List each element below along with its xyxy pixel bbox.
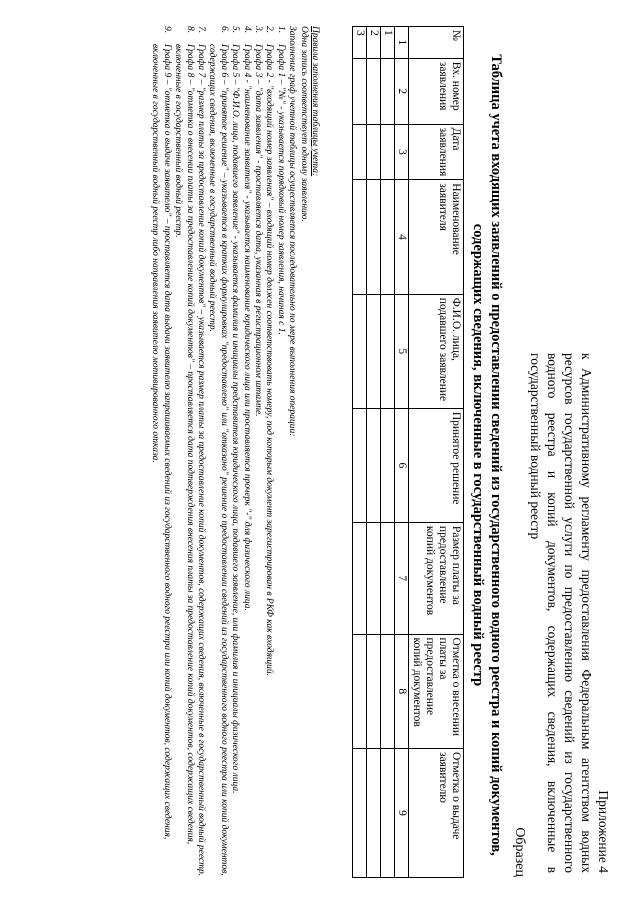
rule-text: Графа 7 – "размер платы за предоставление копий документов" – указывается размер платы за предоставление копий документов, содержащих сведения, включенные в государственный водный реестр.: [195, 44, 206, 877]
table-cell: [367, 522, 381, 634]
table-cell: [367, 408, 381, 522]
rule-number: 7.: [195, 26, 206, 34]
rule-item: [229, 26, 240, 886]
table-cell: [353, 58, 367, 124]
header-cell: Отметка о внесении платы за предоставление копий документов: [409, 634, 464, 749]
table-cell: [367, 294, 381, 408]
rule-number: 8.: [184, 26, 195, 34]
column-number: 8: [395, 634, 409, 749]
table-cell: [353, 180, 367, 294]
sample-label: Образец: [512, 827, 527, 877]
column-number: 4: [395, 180, 409, 294]
header-cell: Принятое решение: [409, 408, 464, 522]
table-row: [381, 27, 395, 878]
table-title: Таблица учета входящих заявлений о предоставлении сведений из государственного водного реестра и копий документов, содержащих сведения, включенные в государственный водный реестр: [470, 54, 504, 856]
table-cell: [367, 180, 381, 294]
table-cell: [381, 58, 395, 124]
rules-line: Одна запись соответствует одному заявлению.: [298, 26, 309, 222]
rule-item: [206, 26, 229, 886]
table-cell: [381, 749, 395, 878]
header-cell: Вх. номер заявления: [409, 58, 464, 124]
table-cell: [353, 124, 367, 180]
row-number: 3: [353, 27, 367, 59]
rule-text: Графа 5 – "Ф.И.О. лица, подавшего заявление" - указывается фамилия и инициалы представителя юридического лица, подавшего заявление, или фамилия и инициалы физического лица.: [230, 44, 241, 794]
rule-item: [149, 26, 172, 886]
table-row: [367, 27, 381, 878]
header-cell: Размер платы за предоставление копий документов: [409, 522, 464, 634]
table-row: [353, 27, 367, 878]
rule-number: 2.: [264, 26, 275, 34]
column-number: 5: [395, 294, 409, 408]
rule-text: Графа 3 – "дата заявления" - проставляется дата, указанная в регистрационном штампе.: [252, 44, 263, 417]
table-cell: [367, 58, 381, 124]
rule-text: Графа 1 – "№" - указывается порядковый номер заявления, начиная с 1.: [275, 44, 286, 335]
row-number: 1: [381, 27, 395, 59]
appendix-block: [527, 353, 612, 873]
rule-number: 9.: [161, 26, 172, 34]
header-cell: Отметка о выдаче заявителю: [409, 749, 464, 878]
column-number-row: [395, 27, 409, 878]
rule-item: [172, 26, 195, 886]
appendix-text: к Административному регламенту предоставления Федеральным агентством водных ресурсов государственной услуги по предоставлению сведений из государственного водного реестра и копий документов, содержащих сведения, включенные в государственный водный реестр: [528, 353, 594, 873]
table-cell: [381, 634, 395, 749]
rule-item: [195, 26, 206, 886]
rule-text: Графа 9 – "отметка о выдаче заявителю" – проставляется дата выдачи заявителю запрашиваемых сведений из государственного водного реестра или копий документов, содержащих сведения, включенные в государственный водный реестр либо направления заявителю мотивированного отказа.: [150, 44, 172, 840]
column-number: 7: [395, 522, 409, 634]
rule-text: Графа 4 - "наименование заявителя" - указывается наименование юридического лица или проставляется прочерк "-" для физического лица.: [241, 44, 252, 611]
table-cell: [381, 408, 395, 522]
rule-number: 1.: [275, 26, 286, 34]
table-cell: [367, 124, 381, 180]
rule-item: [240, 26, 251, 886]
table-cell: [353, 749, 367, 878]
table-cell: [381, 522, 395, 634]
rule-number: 5.: [230, 26, 241, 34]
filling-rules: [149, 26, 320, 886]
table-cell: [353, 408, 367, 522]
rule-number: 6.: [218, 26, 229, 34]
header-cell: Ф.И.О. лица, подавшего заявление: [409, 294, 464, 408]
rule-number: 3.: [252, 26, 263, 34]
table-header-row: [409, 27, 464, 878]
table-cell: [381, 124, 395, 180]
table-cell: [353, 522, 367, 634]
column-number: 3: [395, 124, 409, 180]
table-cell: [381, 294, 395, 408]
rules-line: Заполнение граф учетной таблицы осуществляется последовательно по мере выполнения операции:: [287, 26, 298, 437]
rule-text: Графа 8 – "отметка о внесении платы за предоставление копий документов" – проставляется дата подтверждения внесения платы за предоставление копий документов, содержащих сведения, включенные в государственный водный реестр.: [173, 44, 195, 845]
table-cell: [381, 180, 395, 294]
header-cell: Наименование заявителя: [409, 180, 464, 294]
rule-text: Графа 6 – "принятое решение" – указывается в кратких формулировках "предоставлено" или "отказано" решение о предоставлении сведений из государственного водного реестра или копий документов, содержащих сведения, включенные в государственный водный реестр.: [207, 44, 229, 876]
table-cell: [367, 749, 381, 878]
table-cell: [353, 634, 367, 749]
rule-number: 4.: [241, 26, 252, 34]
column-number: 1: [395, 27, 409, 59]
rule-text: Графа 2 - "входящий номер заявления" – входящий номер должен соответствовать номеру, под которым документ зарегистрирован в РКФ как входящий.: [264, 44, 275, 677]
rule-item: [263, 26, 274, 886]
header-cell: Дата заявления: [409, 124, 464, 180]
rule-item: [274, 26, 285, 886]
column-number: 2: [395, 58, 409, 124]
row-number: 2: [367, 27, 381, 59]
header-cell: №: [409, 27, 464, 59]
table-cell: [353, 294, 367, 408]
appendix-number: Приложение 4: [596, 790, 611, 873]
column-number: 6: [395, 408, 409, 522]
table-cell: [367, 634, 381, 749]
registration-table: [352, 26, 464, 878]
column-number: 9: [395, 749, 409, 878]
rule-item: [252, 26, 263, 886]
rules-heading: Правила заполнения таблицы учета:: [310, 26, 320, 177]
